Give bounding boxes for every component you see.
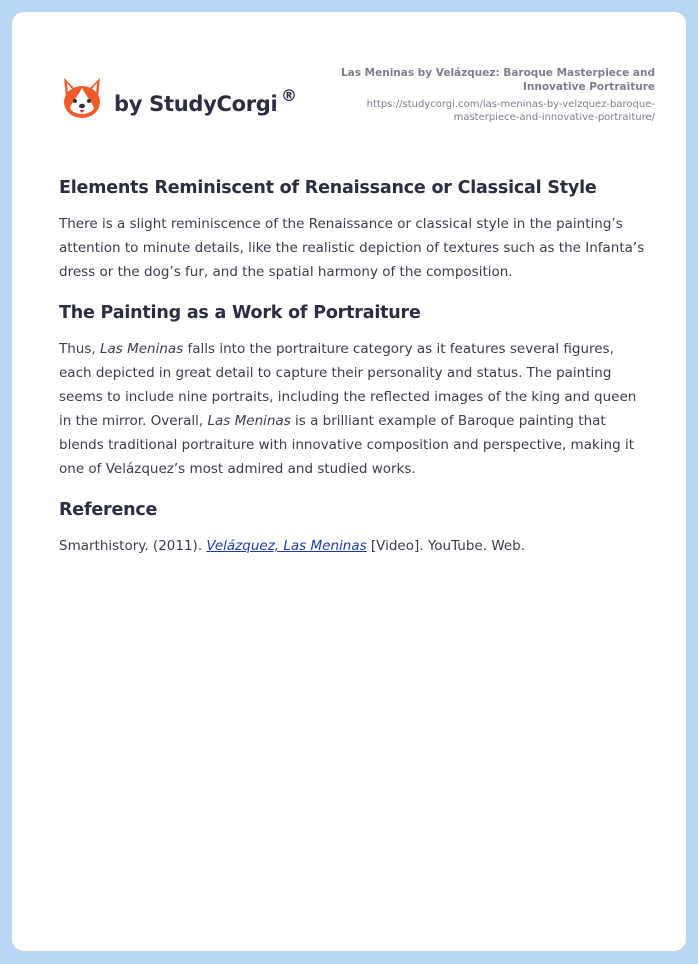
document-title: Las Meninas by Velázquez: Baroque Masterpiece and Innovative Portraiture (340, 67, 655, 93)
studycorgi-logo[interactable] (61, 76, 306, 126)
logo-wordmark: by StudyCorgi (114, 92, 278, 116)
text-run: falls into the portraiture category as it features several figures, each depicted in great detail to capture their personality and status. The painting seems to include nine portraits, including the reflected images of the king and queen in the mirror. Overall, (59, 341, 637, 429)
section-heading-renaissance: Elements Reminiscent of Renaissance or Classical Style (59, 178, 597, 198)
document-url[interactable]: https://studycorgi.com/las-meninas-by-velzquez-baroque-masterpiece-and-innovative-portraiture/ (366, 99, 655, 123)
section-heading-reference: Reference (59, 500, 158, 520)
italic-title: Las Meninas (207, 413, 291, 429)
reference-link[interactable]: Velázquez, Las Meninas (206, 538, 367, 554)
text-run: Thus, (59, 341, 100, 357)
document-content (59, 176, 649, 575)
reference-entry (59, 534, 649, 558)
document-meta (325, 66, 655, 124)
italic-title: Las Meninas (99, 341, 184, 357)
document-page (12, 12, 686, 951)
corgi-logo-icon (61, 76, 103, 120)
section-heading-portraiture: The Painting as a Work of Portraiture (59, 303, 421, 323)
reference-suffix: [Video]. YouTube. Web. (366, 538, 526, 554)
section-paragraph-portraiture (59, 337, 649, 481)
page-header (12, 12, 686, 152)
text-run: is a brilliant example of Baroque painting that blends traditional portraiture with innovative composition and perspective, making it one of Velázquez’s most admired and studied works. (59, 413, 634, 477)
reference-prefix: Smarthistory. (2011). (59, 538, 207, 554)
registered-mark: ® (281, 86, 297, 105)
section-paragraph-renaissance: There is a slight reminiscence of the Renaissance or classical style in the painting’s attention to minute details, like the realistic depiction of textures such as the Infanta’s dress or the dog’s fur, and the spatial harmony of the composition. (59, 216, 645, 280)
